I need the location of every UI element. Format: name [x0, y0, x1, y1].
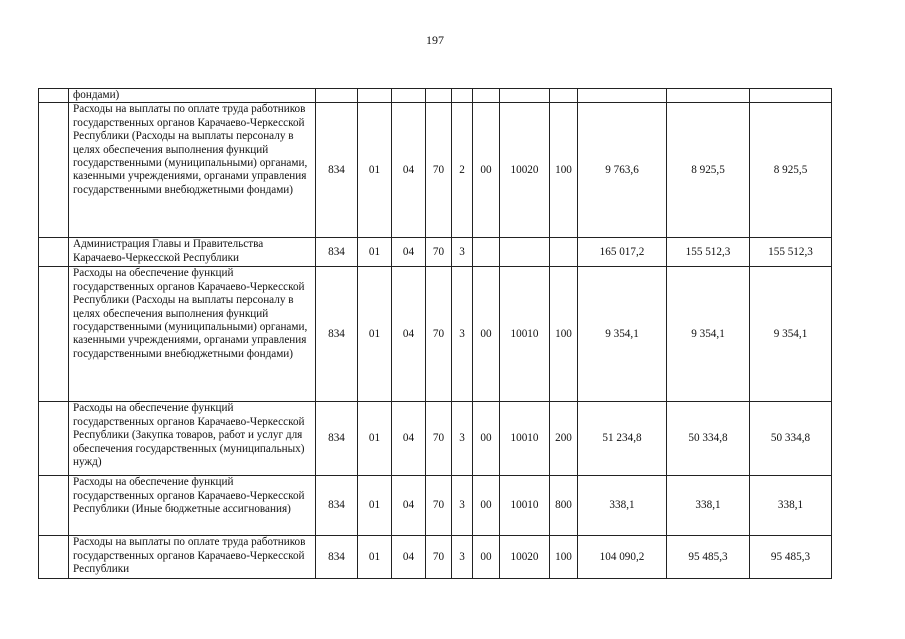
event-code-cell: 00	[473, 103, 500, 238]
amount-3-cell: 50 334,8	[750, 402, 832, 476]
amount-3-cell: 95 485,3	[750, 536, 832, 579]
direction-code-cell: 10010	[500, 267, 550, 402]
direction-code-cell: 10020	[500, 103, 550, 238]
row-gutter-cell	[39, 402, 69, 476]
row-gutter-cell	[39, 89, 69, 103]
table-row	[39, 476, 832, 536]
subsection-code-cell: 04	[392, 103, 426, 238]
ministry-code-cell: 834	[316, 103, 358, 238]
subprogram-code-cell: 3	[452, 476, 473, 536]
subprogram-code-cell: 3	[452, 536, 473, 579]
subprogram-code-cell	[452, 89, 473, 103]
expense-name-cell: Расходы на обеспечение функций государственных органов Карачаево-Черкесской Республики (Закупка товаров, работ и услуг для обеспечения государственных (муниципальных) нужд)	[69, 402, 316, 476]
ministry-code-cell: 834	[316, 536, 358, 579]
expense-name-cell: Расходы на выплаты по оплате труда работников государственных органов Карачаево-Черкесской Республики	[69, 536, 316, 579]
table-row	[39, 536, 832, 579]
section-code-cell: 01	[358, 238, 392, 267]
section-code-cell: 01	[358, 476, 392, 536]
direction-code-cell: 10010	[500, 476, 550, 536]
expense-name-cell: Расходы на обеспечение функций государственных органов Карачаево-Черкесской Республики (Расходы на выплаты персоналу в целях обеспечения выполнения функций государственными (муниципальными) органами, казенными учреждениями, органами управления государственными внебюджетными фондами)	[69, 267, 316, 402]
budget-table	[38, 88, 832, 579]
event-code-cell	[473, 89, 500, 103]
table-row	[39, 402, 832, 476]
row-gutter-cell	[39, 536, 69, 579]
ministry-code-cell: 834	[316, 402, 358, 476]
subsection-code-cell: 04	[392, 536, 426, 579]
subprogram-code-cell: 2	[452, 103, 473, 238]
subsection-code-cell: 04	[392, 238, 426, 267]
section-code-cell: 01	[358, 536, 392, 579]
program-code-cell: 70	[426, 103, 452, 238]
event-code-cell: 00	[473, 402, 500, 476]
expense-type-cell: 800	[550, 476, 578, 536]
program-code-cell: 70	[426, 476, 452, 536]
amount-1-cell: 165 017,2	[578, 238, 667, 267]
program-code-cell: 70	[426, 267, 452, 402]
ministry-code-cell	[316, 89, 358, 103]
amount-2-cell: 95 485,3	[667, 536, 750, 579]
program-code-cell: 70	[426, 402, 452, 476]
row-gutter-cell	[39, 238, 69, 267]
amount-1-cell: 9 763,6	[578, 103, 667, 238]
event-code-cell: 00	[473, 267, 500, 402]
direction-code-cell: 10010	[500, 402, 550, 476]
section-code-cell	[358, 89, 392, 103]
expense-name-cell: фондами)	[69, 89, 316, 103]
table-row	[39, 238, 832, 267]
amount-2-cell	[667, 89, 750, 103]
amount-1-cell: 104 090,2	[578, 536, 667, 579]
table-row	[39, 267, 832, 402]
amount-1-cell: 9 354,1	[578, 267, 667, 402]
table-row	[39, 89, 832, 103]
ministry-code-cell: 834	[316, 238, 358, 267]
direction-code-cell	[500, 89, 550, 103]
program-code-cell	[426, 89, 452, 103]
amount-2-cell: 50 334,8	[667, 402, 750, 476]
section-code-cell: 01	[358, 402, 392, 476]
amount-3-cell: 155 512,3	[750, 238, 832, 267]
amount-3-cell: 8 925,5	[750, 103, 832, 238]
direction-code-cell	[500, 238, 550, 267]
ministry-code-cell: 834	[316, 476, 358, 536]
row-gutter-cell	[39, 267, 69, 402]
amount-1-cell: 338,1	[578, 476, 667, 536]
expense-type-cell: 100	[550, 267, 578, 402]
amount-2-cell: 155 512,3	[667, 238, 750, 267]
amount-1-cell: 51 234,8	[578, 402, 667, 476]
amount-2-cell: 8 925,5	[667, 103, 750, 238]
row-gutter-cell	[39, 103, 69, 238]
subsection-code-cell: 04	[392, 476, 426, 536]
event-code-cell: 00	[473, 476, 500, 536]
expense-type-cell: 200	[550, 402, 578, 476]
program-code-cell: 70	[426, 238, 452, 267]
subprogram-code-cell: 3	[452, 238, 473, 267]
subsection-code-cell: 04	[392, 402, 426, 476]
amount-3-cell: 9 354,1	[750, 267, 832, 402]
expense-type-cell	[550, 89, 578, 103]
event-code-cell: 00	[473, 536, 500, 579]
section-code-cell: 01	[358, 103, 392, 238]
subsection-code-cell	[392, 89, 426, 103]
amount-1-cell	[578, 89, 667, 103]
subprogram-code-cell: 3	[452, 402, 473, 476]
table-row	[39, 103, 832, 238]
expense-name-cell: Администрация Главы и Правительства Карачаево-Черкесской Республики	[69, 238, 316, 267]
amount-2-cell: 338,1	[667, 476, 750, 536]
program-code-cell: 70	[426, 536, 452, 579]
amount-3-cell: 338,1	[750, 476, 832, 536]
amount-2-cell: 9 354,1	[667, 267, 750, 402]
subprogram-code-cell: 3	[452, 267, 473, 402]
direction-code-cell: 10020	[500, 536, 550, 579]
subsection-code-cell: 04	[392, 267, 426, 402]
expense-type-cell	[550, 238, 578, 267]
expense-name-cell: Расходы на выплаты по оплате труда работников государственных органов Карачаево-Черкесской Республики (Расходы на выплаты персоналу в целях обеспечения выполнения функций государственными (муниципальными) органами, казенными учреждениями, органами управления государственными внебюджетными фондами)	[69, 103, 316, 238]
expense-type-cell: 100	[550, 103, 578, 238]
expense-name-cell: Расходы на обеспечение функций государственных органов Карачаево-Черкесской Республики (Иные бюджетные ассигнования)	[69, 476, 316, 536]
event-code-cell	[473, 238, 500, 267]
amount-3-cell	[750, 89, 832, 103]
section-code-cell: 01	[358, 267, 392, 402]
ministry-code-cell: 834	[316, 267, 358, 402]
expense-type-cell: 100	[550, 536, 578, 579]
page-number: 197	[426, 33, 444, 47]
row-gutter-cell	[39, 476, 69, 536]
